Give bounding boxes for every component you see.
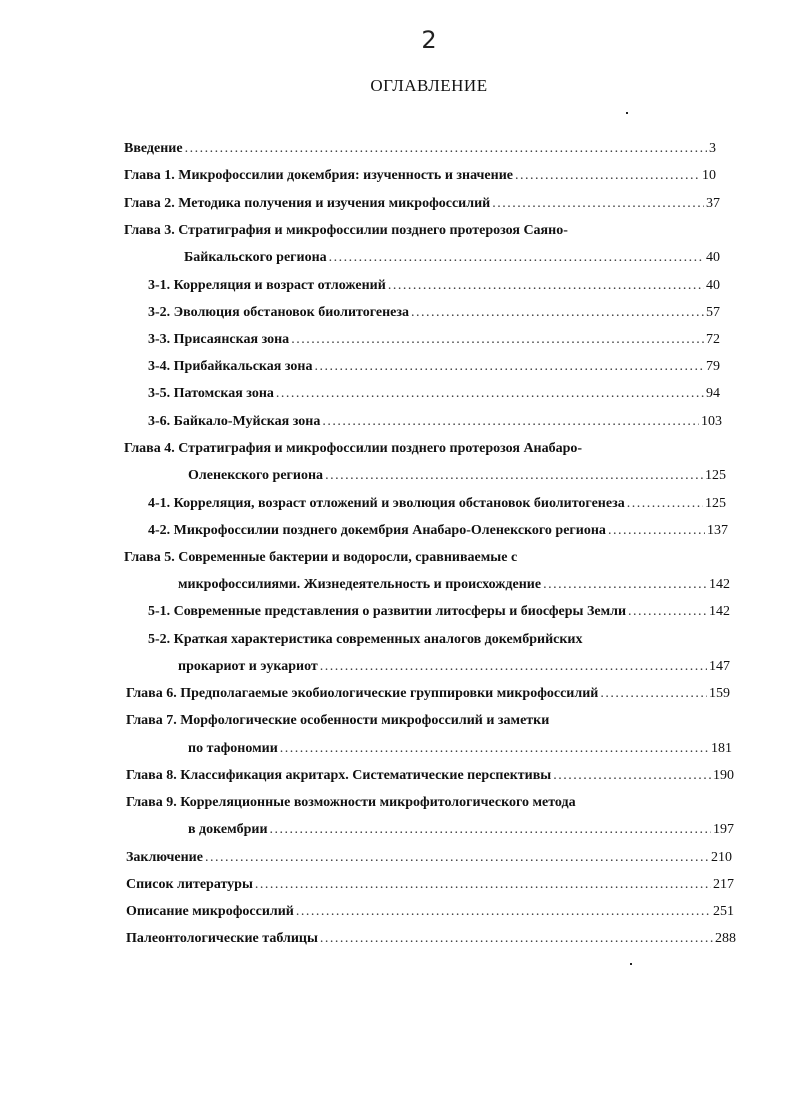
toc-entry [126, 684, 730, 704]
toc-entry-label: микрофоссилиями. Жизнедеятельность и происхождение [178, 577, 542, 592]
toc-entry [124, 439, 724, 459]
toc-entry [124, 194, 720, 214]
toc-entry-label: Список литературы [126, 877, 253, 892]
toc-entry-page: 125 [705, 468, 726, 483]
toc-entry-page: 251 [713, 904, 734, 919]
toc-entry [124, 166, 716, 186]
toc-entry-page: 103 [701, 414, 722, 429]
toc-entry-label: 3-3. Присаянская зона [148, 332, 290, 347]
toc-entry-label: Глава 3. Стратиграфия и микрофоссилии позднего протерозоя Саяно- [124, 223, 568, 238]
toc-entry-page: 40 [706, 278, 720, 293]
toc-entry [126, 766, 734, 786]
toc-entry [126, 929, 736, 949]
toc-entry [148, 412, 722, 432]
toc-entry-page: 142 [709, 604, 730, 619]
toc-entry [188, 739, 732, 759]
toc-entry-label: 5-2. Краткая характеристика современных аналогов докембрийских [148, 632, 583, 647]
toc-entry [148, 384, 720, 404]
toc-entry-label: Глава 4. Стратиграфия и микрофоссилии позднего протерозоя Анабаро- [124, 441, 583, 456]
toc-entry-page: 125 [705, 496, 726, 511]
toc-entry-label: прокариот и эукариот [178, 659, 318, 674]
toc-entry-label: 3-4. Прибайкальская зона [148, 359, 313, 374]
toc-entry [124, 548, 724, 568]
toc-entry [126, 902, 734, 922]
scan-speck [630, 963, 632, 965]
toc-entry-page: 190 [713, 768, 734, 783]
toc-entry-page: 94 [706, 386, 720, 401]
toc-entry-label: Глава 9. Корреляционные возможности микрофитологического метода [126, 795, 576, 810]
toc-entry-label: 3-5. Патомская зона [148, 386, 274, 401]
toc-entry [148, 602, 730, 622]
toc-entry [188, 466, 726, 486]
page-title: ОГЛАВЛЕНИЕ [370, 76, 488, 95]
toc-entry [178, 657, 730, 677]
toc-entry-label: Заключение [126, 850, 203, 865]
toc-entry [148, 630, 728, 650]
toc-entry-page: 57 [706, 305, 720, 320]
toc-entry-label: Введение [124, 141, 183, 156]
toc-entry-page: 197 [713, 822, 734, 837]
toc-entry [126, 848, 732, 868]
toc-entry-label: Описание микрофоссилий [126, 904, 294, 919]
toc-entry [148, 494, 726, 514]
toc-entry [148, 276, 720, 296]
toc-entry-page: 10 [702, 168, 716, 183]
toc-entry-page: 37 [706, 196, 720, 211]
toc-entry-page: 159 [709, 686, 730, 701]
toc-entry-label: 3-6. Байкало-Муйская зона [148, 414, 321, 429]
toc-entry-label: Глава 7. Морфологические особенности микрофоссилий и заметки [126, 713, 550, 728]
toc-entry-page: 181 [711, 741, 732, 756]
toc-entry-page: 79 [706, 359, 720, 374]
toc-entry-page: 40 [706, 250, 720, 265]
page-number: 2 [421, 26, 437, 54]
toc-entry-label: 5-1. Современные представления о развитии литосферы и биосферы Земли [148, 604, 627, 619]
toc-entry-label: 3-1. Корреляция и возраст отложений [148, 278, 386, 293]
toc-entry-page: 3 [709, 141, 716, 156]
toc-entry-label: Байкальского региона [184, 250, 327, 265]
toc-entry-label: Глава 8. Классификация акритарх. Систематические перспективы [126, 768, 552, 783]
toc-entry-page: 217 [713, 877, 734, 892]
toc-entry [124, 221, 724, 241]
toc-entry-label: Оленекского региона [188, 468, 324, 483]
toc-entry-page: 72 [706, 332, 720, 347]
toc-entry-label: 4-1. Корреляция, возраст отложений и эволюция обстановок биолитогенеза [148, 496, 625, 511]
toc-entry-page: 210 [711, 850, 732, 865]
toc-entry [124, 139, 716, 159]
toc-entry [126, 793, 726, 813]
toc-entry-page: 288 [715, 931, 736, 946]
toc-entry-label: Глава 2. Методика получения и изучения микрофоссилий [124, 196, 491, 211]
toc-entry [184, 248, 720, 268]
toc-entry-label: в докембрии [188, 822, 268, 837]
toc-entry [148, 330, 720, 350]
toc-entry-label: 3-2. Эволюция обстановок биолитогенеза [148, 305, 409, 320]
toc-entry-label: Палеонтологические таблицы [126, 931, 318, 946]
toc-entry [148, 303, 720, 323]
toc-entry-page: 137 [707, 523, 728, 538]
toc-entry [148, 357, 720, 377]
toc-entry-page: 142 [709, 577, 730, 592]
toc-entry [126, 711, 726, 731]
toc-entry-label: 4-2. Микрофоссилии позднего докембрия Анабаро-Оленекского региона [148, 523, 606, 538]
toc-entry-label: Глава 5. Современные бактерии и водоросли, сравниваемые с [124, 550, 518, 565]
toc-entry-label: Глава 1. Микрофоссилии докембрия: изученность и значение [124, 168, 513, 183]
toc-entry [126, 875, 734, 895]
toc-entry-page: 147 [709, 659, 730, 674]
toc-entry [148, 521, 728, 541]
toc-entry [178, 575, 730, 595]
toc-entry [188, 820, 734, 840]
toc-entry-label: по тафономии [188, 741, 278, 756]
scan-speck [626, 112, 628, 114]
toc-entry-label: Глава 6. Предполагаемые экобиологические группировки микрофоссилий [126, 686, 599, 701]
